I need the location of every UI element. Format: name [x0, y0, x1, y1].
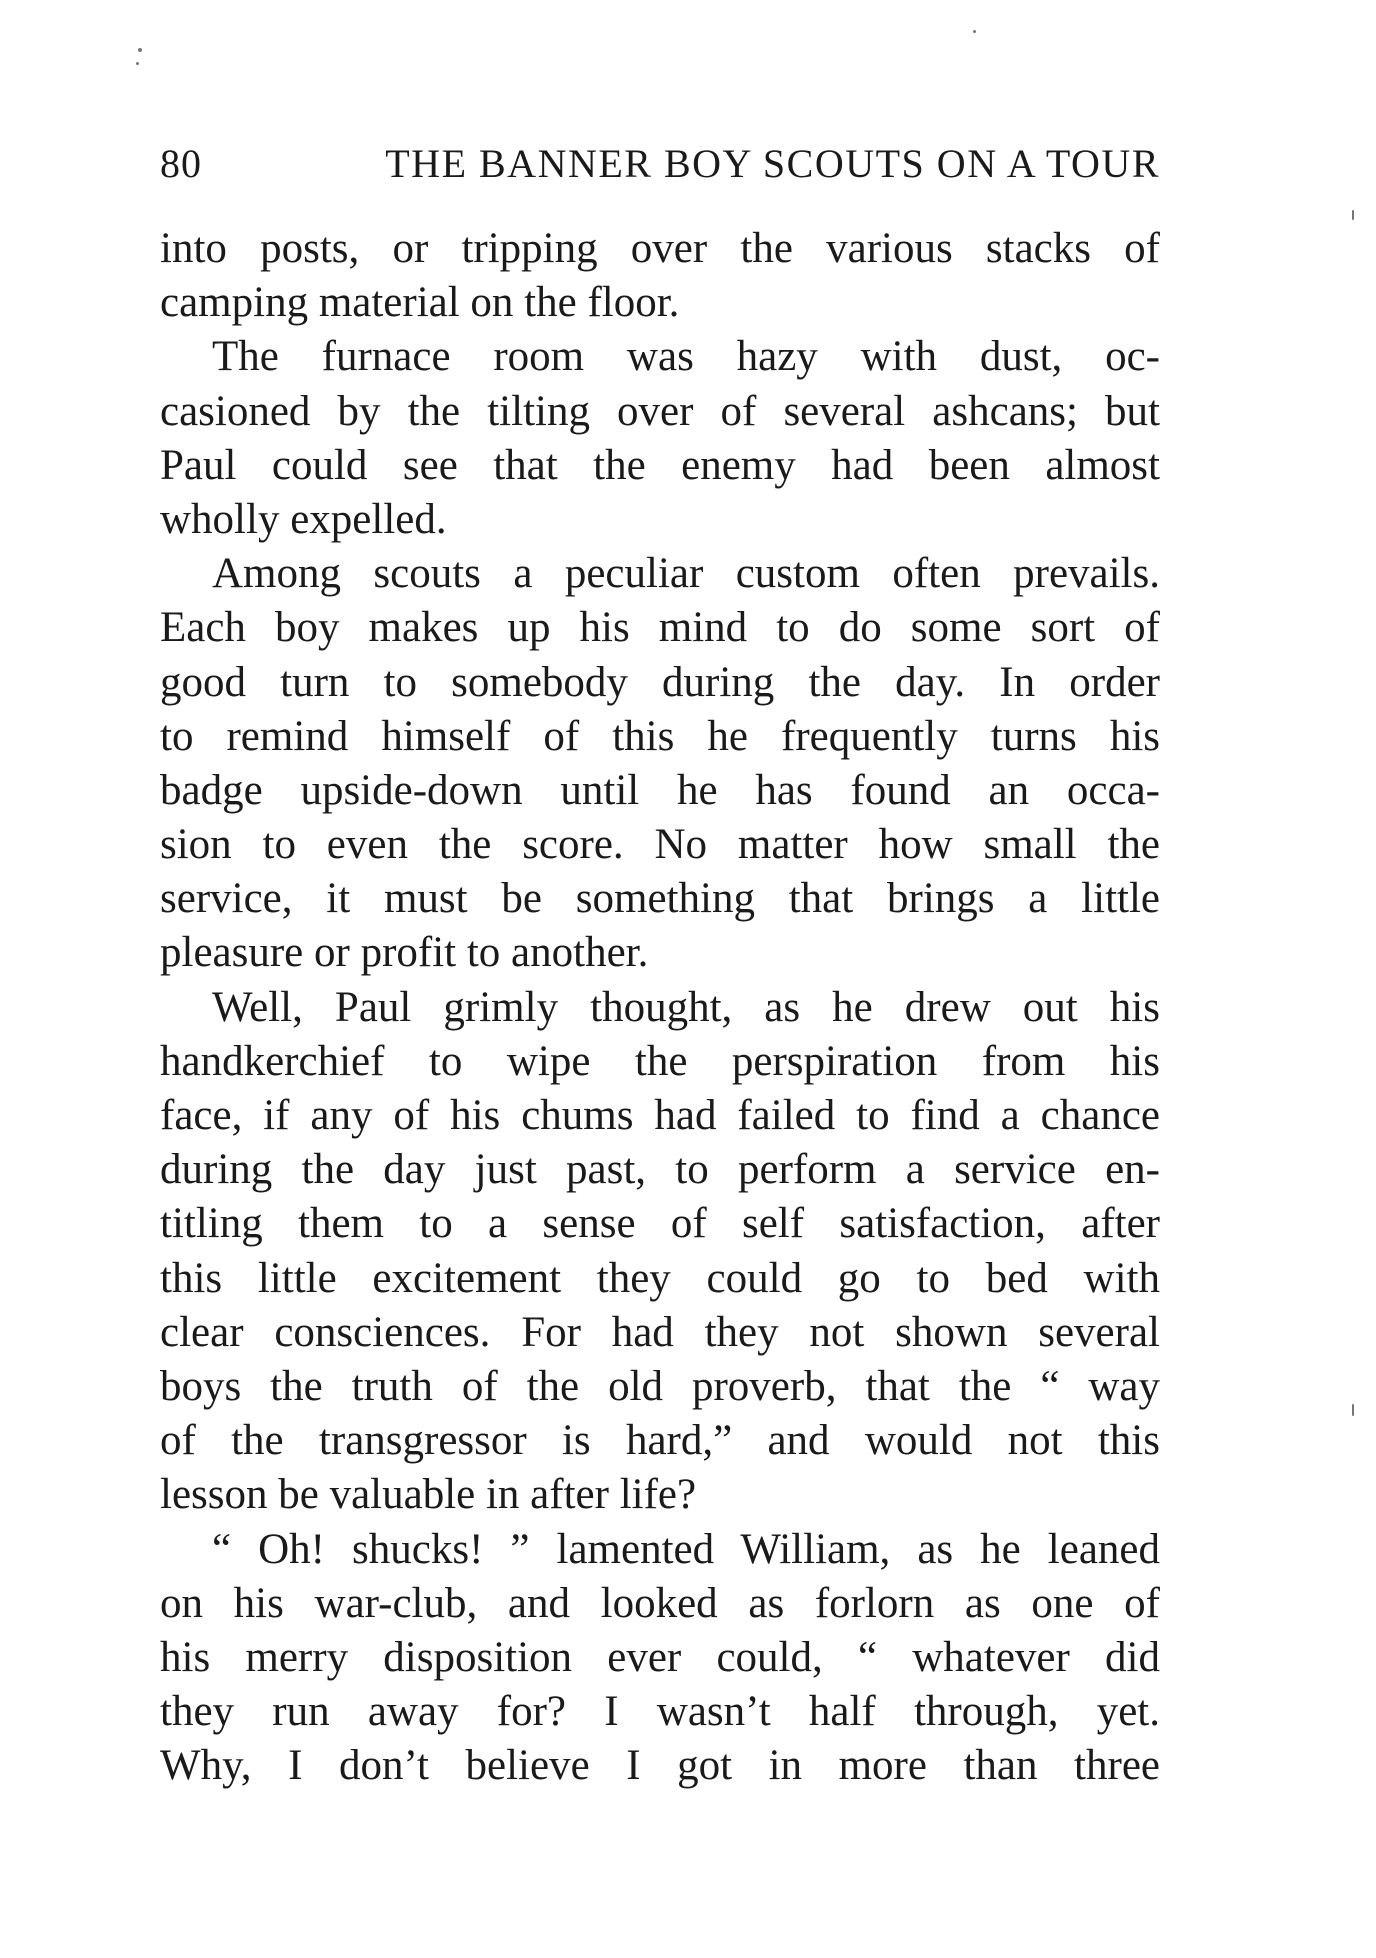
text-line: service, it must be something that brings a little — [160, 875, 1160, 923]
text-line: of the transgressor is hard,” and would not this — [160, 1417, 1160, 1465]
text-line: Well, Paul grimly thought, as he drew out his — [212, 983, 1160, 1031]
scan-speck — [1352, 210, 1354, 220]
text-line: handkerchief to wipe the perspiration from his — [160, 1037, 1160, 1085]
text-line: this little excitement they could go to bed with — [160, 1254, 1160, 1302]
text-line: they run away for? I wasn’t half through, yet. — [160, 1688, 1160, 1736]
scan-speck — [138, 48, 142, 52]
page-number: 80 — [160, 141, 202, 186]
text-line: clear consciences. For had they not shown several — [160, 1308, 1160, 1356]
text-line: lesson be valuable in after life? — [160, 1471, 697, 1519]
text-line: boys the truth of the old proverb, that the “ way — [160, 1362, 1160, 1410]
text-line: camping material on the floor. — [160, 279, 680, 327]
scan-speck — [136, 62, 139, 65]
running-title: THE BANNER BOY SCOUTS ON A TOUR — [385, 141, 1160, 186]
text-line: wholly expelled. — [160, 495, 447, 543]
text-line: during the day just past, to perform a service en- — [160, 1146, 1160, 1194]
text-line: casioned by the tilting over of several ashcans; but — [160, 387, 1160, 435]
text-line: Among scouts a peculiar custom often prevails. — [212, 550, 1160, 598]
text-line: “ Oh! shucks! ” lamented William, as he leaned — [212, 1525, 1160, 1573]
text-line: pleasure or profit to another. — [160, 929, 649, 977]
text-line: his merry disposition ever could, “ whatever did — [160, 1633, 1160, 1681]
text-line: sion to even the score. No matter how small the — [160, 821, 1160, 869]
scan-speck — [973, 30, 976, 33]
text-line: Paul could see that the enemy had been almost — [160, 441, 1160, 489]
text-line: good turn to somebody during the day. In order — [160, 658, 1160, 706]
text-line: badge upside-down until he has found an occa- — [160, 766, 1160, 814]
text-line: titling them to a sense of self satisfaction, after — [160, 1200, 1160, 1248]
text-line: on his war-club, and looked as forlorn as one of — [160, 1579, 1160, 1627]
scan-speck — [1352, 1404, 1354, 1416]
text-line: face, if any of his chums had failed to find a chance — [160, 1092, 1160, 1139]
text-line: into posts, or tripping over the various stacks of — [160, 225, 1160, 272]
running-header — [160, 140, 1160, 196]
text-line: Each boy makes up his mind to do some sort of — [160, 604, 1160, 652]
text-line: to remind himself of this he frequently turns his — [160, 712, 1160, 760]
text-line: The furnace room was hazy with dust, oc- — [212, 333, 1160, 381]
body-text — [160, 222, 1160, 1793]
text-line: Why, I don’t believe I got in more than three — [160, 1742, 1160, 1790]
